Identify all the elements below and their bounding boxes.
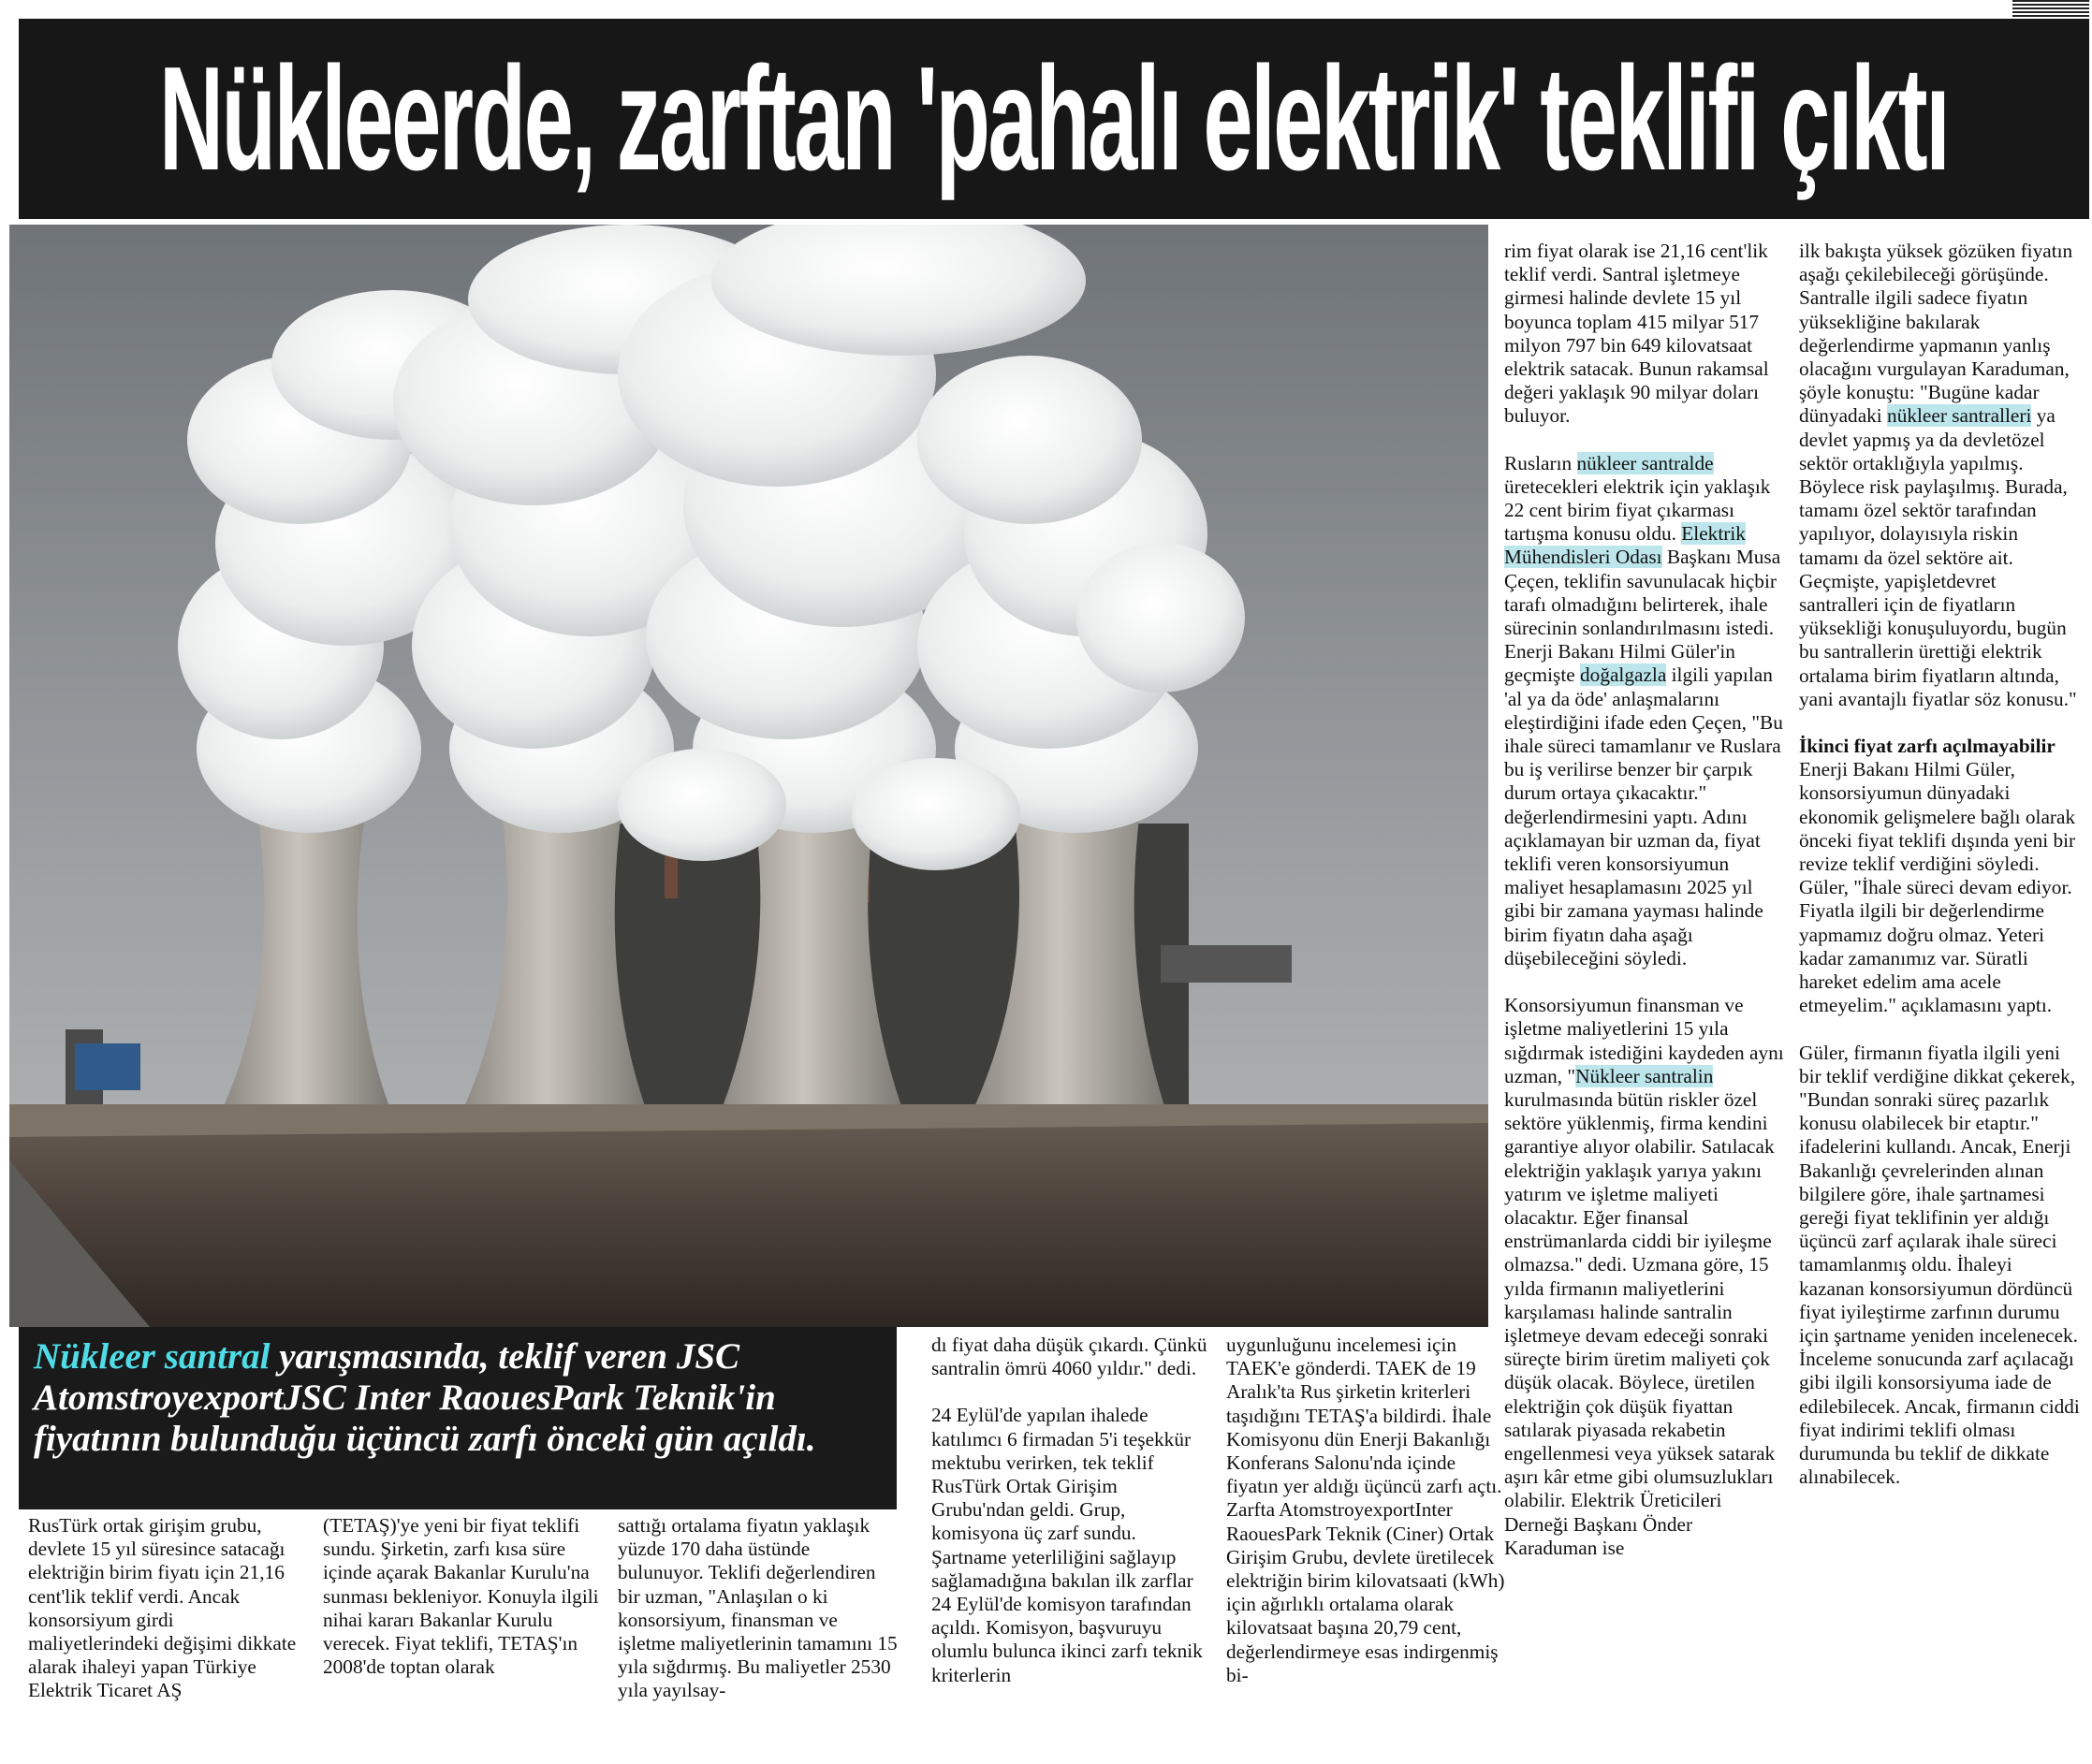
photo-caption-box <box>19 1327 897 1509</box>
paragraph: Güler, firmanın fiyatla ilgili yeni bir teklif verdiğine dikkat çekerek, "Bundan sonraki süreç pazarlık konusu olabilecek bir etaptır." ifadelerini kullandı. Ancak, Enerji Bakanlığı çevrelerinden alınan bilgilere göre, ihale şartnamesi gereği fiyat teklifinin yer aldığı üçüncü zarf açılarak ihale süreci tamamlanmış oldu. İhaleyi kazanan konsorsiyumun dördüncü fiyat iyileştirme zarfının durumu için şartname yeniden incelenecek. İnceleme sonucunda zarf açılacağı gibi ilgili konsorsiyuma iade de edilebilecek. Ancak, firmanın ciddi fiyat indirimi teklifi olması durumunda bu teklif de dikkate alınabilecek. <box>1799 1041 2080 1489</box>
article-column-1 <box>28 1514 309 1703</box>
article-column-3 <box>618 1514 899 1703</box>
text-run: kurulmasında bütün riskler özel sektöre yüklenmiş, firma kendini garantiye alıyor olabilir. Satılacak elektriğin yaklaşık yarıya yakını yatırım ve işletme maliyeti olacaktır. Eğer finansal enstrümanlarda ciddi bir iyileşme olmazsa." dedi. Uzmana göre, 15 yılda firmanın maliyetlerini karşılaması halinde santralin işletmeye devam edeceği sonraki süreçte birim üretim maliyeti çok düşük olacak. Böylece, üretilen elektriğin çok düşük fiyattan satılarak piyasada rekabetin engellenmesi veya yüksek satarak aşırı kâr etme gibi olumsuzlukları olabilir. Elektrik Üreticileri Derneği Başkanı Önder Karaduman ise <box>1504 1087 1776 1559</box>
paragraph: dı fiyat daha düşük çıkardı. Çünkü santralin ömrü 4060 yıldır." dedi. <box>931 1334 1207 1380</box>
paragraph <box>1504 994 1785 1560</box>
paragraph: (TETAŞ)'ye yeni bir fiyat teklifi sundu. Şirketin, zarfı kısa süre içinde açarak Bakanlar Kurulu'na sunması bekleniyor. Konuyla ilgili nihai kararı Bakanlar Kurulu verecek. Fiyat teklifi, TETAŞ'ın 2008'de toptan olarak <box>323 1514 599 1679</box>
highlighted-term: Nükleer santralin <box>1575 1064 1714 1087</box>
article-column-6 <box>1504 240 1785 1560</box>
text-run: Rusların <box>1504 451 1577 474</box>
paragraph: rim fiyat olarak ise 21,16 cent'lik teklif verdi. Santral işletmeye girmesi halinde devlete 15 yıl boyunca toplam 415 milyar 517 milyon 797 bin 649 kilovatsaat elektrik satacak. Bunun rakamsal değeri yaklaşık 90 milyar doları buluyor. <box>1504 240 1769 428</box>
paragraph <box>1799 240 2080 711</box>
highlighted-term: nükleer santralde <box>1576 451 1714 474</box>
paragraph: sattığı ortalama fiyatın yaklaşık yüzde 170 daha üstünde bulunuyor. Teklifi değerlendiren bir uzman, "Anlaşılan o ki konsorsiyum, finansman ve işletme maliyetlerinin tamamını 15 yıla sığdırmış. Bu maliyetler 2530 yıla yayılsay- <box>618 1514 898 1702</box>
article-column-5 <box>1226 1334 1507 1687</box>
highlighted-term: doğalgazla <box>1580 663 1667 687</box>
text-run: Başkanı Musa Çeçen, teklifin savunulacak hiçbir tarafı olmadığını belirterek, ihale sürecinin sonlandırılmasını istedi. Enerji Bakanı Hilmi Güler'in geçmişte <box>1504 546 1781 687</box>
text-run: ya devlet yapmış ya da devletözel sektör ortaklığıyla yapılmış. Böylece risk paylaşılmış. Burada, tamamı özel sektör tarafından yapılıyor, dolayısıyla riskin tamamı da özel sektöre ait. Geçmişte, yapişletdevret santralleri için de fiyatların yüksekliği konuşuluyordu, bugün bu santrallerin ürettiği elektrik ortalama birim fiyatların altında, yani avantajlı fiyatlar söz konusu." <box>1799 404 2077 710</box>
caption-text: yarışmasında, teklif veren JSC AtomstroyexportJSC Inter RaouesPark Teknik'in fiyatının bulunduğu üçüncü zarfı önceki gün açıldı. <box>34 1336 816 1459</box>
headline: Nükleerde, zarftan 'pahalı elektrik' teklifi çıktı <box>159 36 1949 201</box>
text-run: üretecekleri elektrik için yaklaşık 22 cent birim fiyat çıkarması tartışma konusu oldu. <box>1504 474 1771 546</box>
subheading: İkinci fiyat zarfı açılmayabilir <box>1799 735 2055 758</box>
paragraph: 24 Eylül'de yapılan ihalede katılımcı 6 firmadan 5'i teşekkür mektubu verirken, tek teklif RusTürk Ortak Girişim Grubu'ndan geldi. Grup, komisyona üç zarf sundu. Şartname yeterliliğini sağlayıp sağlamadığına bakılan ilk zarflar 24 Eylül'de komisyon tarafından açıldı. Komisyon, başvuruyu olumlu bulunca ikinci zarfı teknik kriterlerin <box>931 1404 1203 1686</box>
text-run: Konsorsiyumun finansman ve işletme maliyetlerini 15 yıla sığdırmak istediğini kaydeden aynı uzman, " <box>1504 994 1784 1087</box>
photo-caption <box>34 1336 878 1460</box>
headline-bar <box>19 19 2089 219</box>
paragraph: uygunluğunu incelemesi için TAEK'e gönderdi. TAEK de 19 Aralık'ta Rus şirketin kriterleri taşıdığını TETAŞ'a bildirdi. İhale Komisyonu dün Enerji Bakanlığı Konferans Salonu'nda içinde fiyatın yer aldığı üçüncü zarfı açtı. Zarfta AtomstroyexportInter RaouesPark Teknik (Ciner) Ortak Girişim Grubu, devlete üretilecek elektriğin birim kilovatsaati (kWh) için ağırlıklı ortalama olarak kilovatsaat başına 20,79 cent, değerlendirmeye esas indirgenmiş bi- <box>1226 1334 1505 1686</box>
text-run: ilgili yapılan 'al ya da öde' anlaşmalarını eleştirdiğini ifade eden Çeçen, "Bu ihale süreci tamamlanır ve Ruslara bu iş verilirse benzer bir çarpık durum ortaya çıkacaktır." değerlendirmesini yaptı. Adını açıklamayan bir uzman da, fiyat teklifi veren konsorsiyumun maliyet hesaplamasını 2025 yıl gibi bir zamana yayması halinde birim fiyatın daha aşağı düşebileceğini söyledi. <box>1504 663 1783 969</box>
caption-highlight: Nükleer santral <box>34 1336 271 1377</box>
corner-stripes-decoration <box>2012 0 2089 19</box>
article-column-4 <box>931 1334 1212 1687</box>
highlighted-term: Elektrik Mühendisleri Odası <box>1504 522 1746 569</box>
article-column-2 <box>323 1514 604 1679</box>
highlighted-term: nükleer santralleri <box>1887 404 2032 428</box>
paragraph: RusTürk ortak girişim grubu, devlete 15 yıl süresince satacağı elektriğin birim fiyatı için 21,16 cent'lik teklif verdi. Ancak konsorsiyum girdi maliyetlerindeki değişimi dikkate alarak ihaleyi yapan Türkiye Elektrik Ticaret AŞ <box>28 1514 297 1702</box>
power-plant-photo <box>9 225 1488 1327</box>
paragraph: Enerji Bakanı Hilmi Güler, konsorsiyumun dünyadaki ekonomik gelişmelere bağlı olarak önceki fiyat teklifi dışında yeni bir revize teklif verdiğini söyledi. Güler, "İhale süreci devam ediyor. Fiyatla ilgili bir değerlendirme yapmamız doğru olmaz. Yeteri kadar zamanımız var. Süratli hareket edelim ama acele etmeyelim." açıklamasını yaptı. <box>1799 758 2076 1017</box>
text-run: ilk bakışta yüksek gözüken fiyatın aşağı çekilebileceği görüşünde. Santralle ilgili sadece fiyatın yüksekliğine bakılarak değerlendirme yapmanın yanlış olacağını vurgulayan Karaduman, şöyle konuştu: "Bugüne kadar dünyadaki <box>1799 240 2073 428</box>
article-column-7 <box>1799 240 2080 1489</box>
paragraph <box>1504 452 1785 970</box>
